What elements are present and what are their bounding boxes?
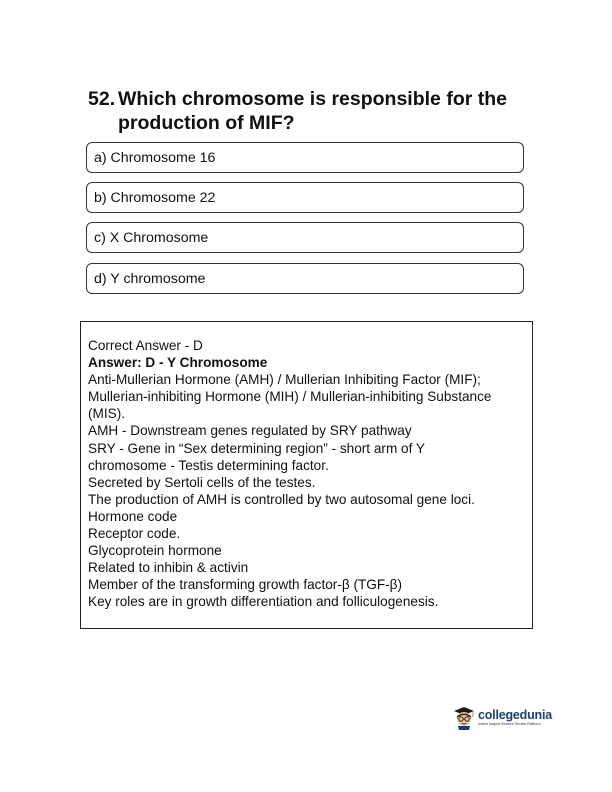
option-c-label: c) X Chromosome: [94, 229, 209, 246]
answer-heading: Answer: D - Y Chromosome: [88, 355, 268, 371]
explanation-line: Secreted by Sertoli cells of the testes.: [88, 474, 316, 490]
option-a-label: a) Chromosome 16: [94, 149, 216, 166]
option-d-label: d) Y chromosome: [94, 270, 206, 287]
explanation-line: Anti-Mullerian Hormone (AMH) / Mullerian Inhibiting Factor (MIF);: [88, 372, 481, 388]
graduate-mascot-icon: [452, 706, 476, 730]
explanation-line: SRY - Gene in “Sex determining region” - short arm of Y chromosome - Testis determining factor.: [88, 440, 425, 473]
answer-explanation-box: [80, 321, 533, 629]
question-number: 52.: [88, 88, 116, 110]
explanation-line: AMH - Downstream genes regulated by SRY pathway: [88, 423, 412, 439]
explanation-line: Glycoprotein hormone: [88, 543, 222, 559]
logo-name: collegedunia: [478, 708, 553, 722]
question-heading: [88, 87, 548, 135]
option-b[interactable]: [86, 182, 524, 213]
explanation-line: Member of the transforming growth factor-β (TGF-β): [88, 577, 403, 593]
explanation-line: Key roles are in growth differentiation and folliculogenesis.: [88, 594, 439, 610]
option-d[interactable]: [86, 263, 524, 294]
explanation-line: Receptor code.: [88, 526, 181, 542]
option-b-label: b) Chromosome 22: [94, 189, 216, 206]
explanation-line: The production of AMH is controlled by two autosomal gene loci.: [88, 491, 475, 507]
explanation-line: Mullerian-inhibiting Hormone (MIH) / Mullerian-inhibiting Substance (MIS).: [88, 389, 492, 422]
explanation-line: Hormone code: [88, 508, 178, 524]
option-c[interactable]: [86, 222, 524, 253]
correct-answer-text: Correct Answer - D: [88, 338, 203, 353]
collegedunia-logo: [452, 706, 552, 730]
question-text: Which chromosome is responsible for the production of MIF?: [118, 88, 507, 134]
explanation-line: Related to inhibin & activin: [88, 560, 249, 576]
option-a[interactable]: [86, 142, 524, 173]
logo-tagline: India's largest Student Review Platform: [478, 722, 541, 726]
